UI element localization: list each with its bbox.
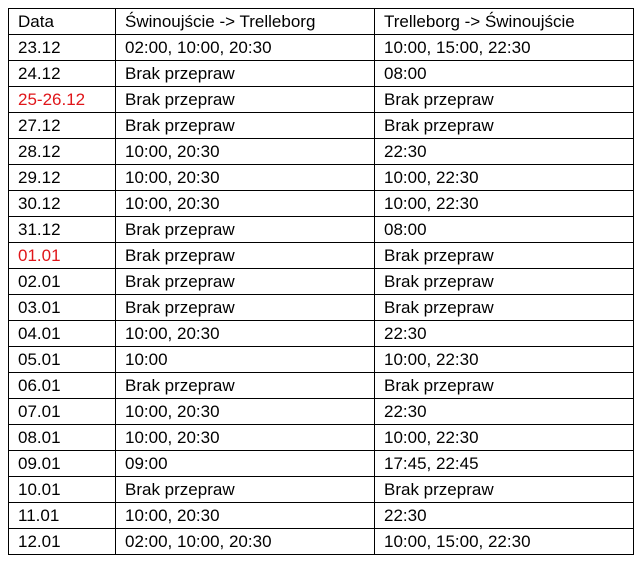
trelleborg-to-swinoujscie-cell: Brak przepraw xyxy=(375,295,634,321)
date-cell: 11.01 xyxy=(9,503,116,529)
table-row xyxy=(9,451,634,477)
swinoujscie-to-trelleborg-cell: Brak przepraw xyxy=(116,295,375,321)
table-row xyxy=(9,295,634,321)
date-cell: 06.01 xyxy=(9,373,116,399)
header-trelleborg-to-swinoujscie: Trelleborg -> Świnoujście xyxy=(375,9,634,35)
swinoujscie-to-trelleborg-cell: 10:00, 20:30 xyxy=(116,139,375,165)
table-row xyxy=(9,61,634,87)
table-row xyxy=(9,243,634,269)
swinoujscie-to-trelleborg-cell: Brak przepraw xyxy=(116,217,375,243)
ferry-schedule xyxy=(8,8,634,555)
swinoujscie-to-trelleborg-cell: Brak przepraw xyxy=(116,269,375,295)
trelleborg-to-swinoujscie-cell: 10:00, 22:30 xyxy=(375,347,634,373)
table-row xyxy=(9,217,634,243)
trelleborg-to-swinoujscie-cell: 10:00, 22:30 xyxy=(375,165,634,191)
header-date: Data xyxy=(9,9,116,35)
swinoujscie-to-trelleborg-cell: 10:00, 20:30 xyxy=(116,399,375,425)
trelleborg-to-swinoujscie-cell: Brak przepraw xyxy=(375,373,634,399)
table-row xyxy=(9,191,634,217)
table-row xyxy=(9,347,634,373)
date-cell: 27.12 xyxy=(9,113,116,139)
date-cell: 10.01 xyxy=(9,477,116,503)
ferry-schedule-table xyxy=(8,8,634,555)
swinoujscie-to-trelleborg-cell: 10:00, 20:30 xyxy=(116,165,375,191)
header-row xyxy=(9,9,634,35)
trelleborg-to-swinoujscie-cell: 10:00, 22:30 xyxy=(375,425,634,451)
swinoujscie-to-trelleborg-cell: 02:00, 10:00, 20:30 xyxy=(116,35,375,61)
table-row xyxy=(9,269,634,295)
trelleborg-to-swinoujscie-cell: 08:00 xyxy=(375,61,634,87)
swinoujscie-to-trelleborg-cell: 10:00, 20:30 xyxy=(116,425,375,451)
trelleborg-to-swinoujscie-cell: 10:00, 22:30 xyxy=(375,191,634,217)
date-cell: 05.01 xyxy=(9,347,116,373)
table-row xyxy=(9,373,634,399)
swinoujscie-to-trelleborg-cell: Brak przepraw xyxy=(116,477,375,503)
date-cell: 31.12 xyxy=(9,217,116,243)
trelleborg-to-swinoujscie-cell: Brak przepraw xyxy=(375,113,634,139)
date-cell: 24.12 xyxy=(9,61,116,87)
table-row xyxy=(9,113,634,139)
swinoujscie-to-trelleborg-cell: 10:00 xyxy=(116,347,375,373)
trelleborg-to-swinoujscie-cell: 10:00, 15:00, 22:30 xyxy=(375,529,634,555)
swinoujscie-to-trelleborg-cell: 10:00, 20:30 xyxy=(116,321,375,347)
table-row xyxy=(9,529,634,555)
table-row xyxy=(9,87,634,113)
date-cell: 04.01 xyxy=(9,321,116,347)
date-cell: 23.12 xyxy=(9,35,116,61)
table-row xyxy=(9,139,634,165)
table-row xyxy=(9,35,634,61)
trelleborg-to-swinoujscie-cell: Brak przepraw xyxy=(375,243,634,269)
swinoujscie-to-trelleborg-cell: Brak przepraw xyxy=(116,61,375,87)
table-row xyxy=(9,321,634,347)
swinoujscie-to-trelleborg-cell: Brak przepraw xyxy=(116,373,375,399)
swinoujscie-to-trelleborg-cell: 09:00 xyxy=(116,451,375,477)
header-swinoujscie-to-trelleborg: Świnoujście -> Trelleborg xyxy=(116,9,375,35)
swinoujscie-to-trelleborg-cell: Brak przepraw xyxy=(116,243,375,269)
trelleborg-to-swinoujscie-cell: Brak przepraw xyxy=(375,87,634,113)
date-cell: 07.01 xyxy=(9,399,116,425)
swinoujscie-to-trelleborg-cell: Brak przepraw xyxy=(116,87,375,113)
date-cell: 03.01 xyxy=(9,295,116,321)
trelleborg-to-swinoujscie-cell: 22:30 xyxy=(375,399,634,425)
trelleborg-to-swinoujscie-cell: 10:00, 15:00, 22:30 xyxy=(375,35,634,61)
trelleborg-to-swinoujscie-cell: 22:30 xyxy=(375,321,634,347)
date-cell: 12.01 xyxy=(9,529,116,555)
schedule-rows xyxy=(9,35,634,555)
date-cell: 09.01 xyxy=(9,451,116,477)
table-row xyxy=(9,425,634,451)
date-cell: 30.12 xyxy=(9,191,116,217)
table-row xyxy=(9,165,634,191)
trelleborg-to-swinoujscie-cell: 17:45, 22:45 xyxy=(375,451,634,477)
date-cell: 28.12 xyxy=(9,139,116,165)
swinoujscie-to-trelleborg-cell: 10:00, 20:30 xyxy=(116,191,375,217)
trelleborg-to-swinoujscie-cell: 22:30 xyxy=(375,139,634,165)
swinoujscie-to-trelleborg-cell: Brak przepraw xyxy=(116,113,375,139)
swinoujscie-to-trelleborg-cell: 02:00, 10:00, 20:30 xyxy=(116,529,375,555)
trelleborg-to-swinoujscie-cell: Brak przepraw xyxy=(375,269,634,295)
date-cell: 02.01 xyxy=(9,269,116,295)
table-row xyxy=(9,477,634,503)
trelleborg-to-swinoujscie-cell: 08:00 xyxy=(375,217,634,243)
table-row xyxy=(9,399,634,425)
trelleborg-to-swinoujscie-cell: Brak przepraw xyxy=(375,477,634,503)
date-cell: 29.12 xyxy=(9,165,116,191)
trelleborg-to-swinoujscie-cell: 22:30 xyxy=(375,503,634,529)
date-cell: 01.01 xyxy=(9,243,116,269)
swinoujscie-to-trelleborg-cell: 10:00, 20:30 xyxy=(116,503,375,529)
table-row xyxy=(9,503,634,529)
date-cell: 08.01 xyxy=(9,425,116,451)
date-cell: 25-26.12 xyxy=(9,87,116,113)
